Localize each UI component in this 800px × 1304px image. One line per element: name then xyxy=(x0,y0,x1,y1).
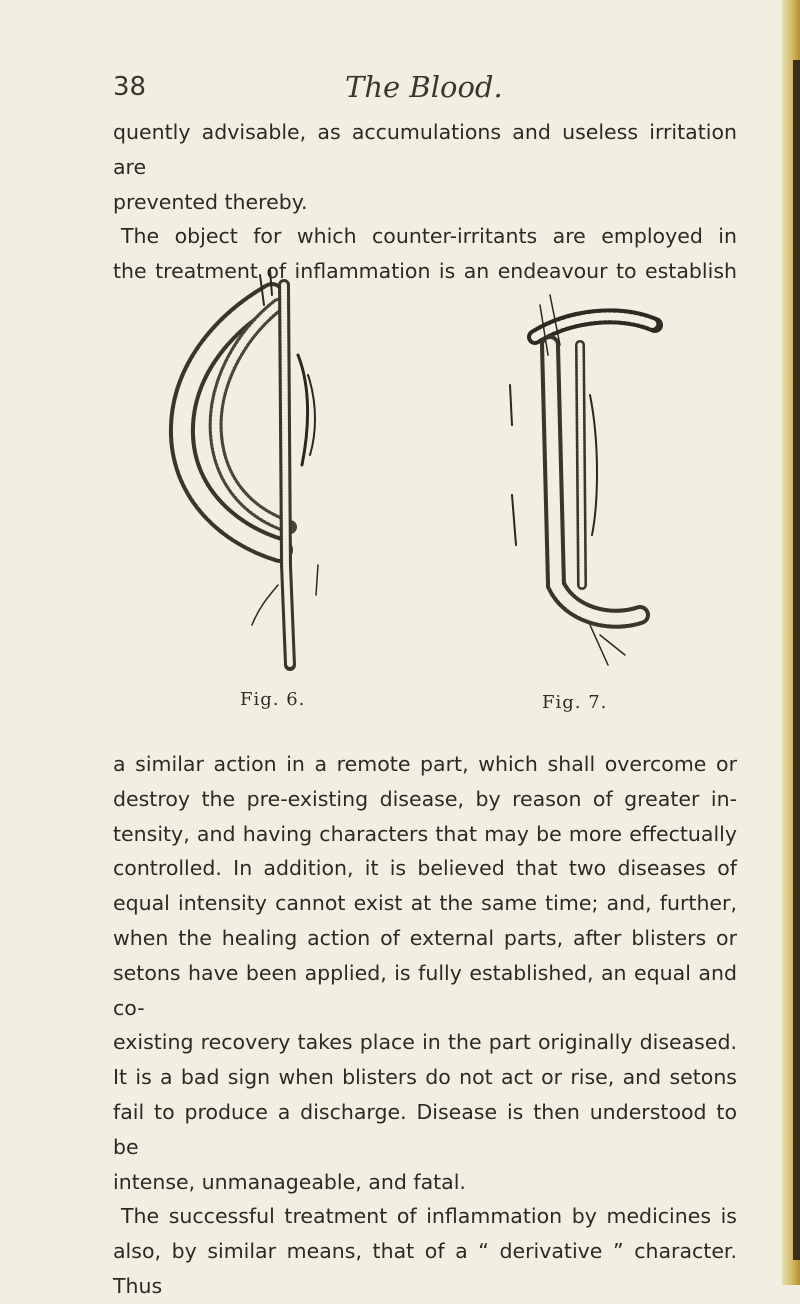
page-edge-shadow xyxy=(793,60,800,1260)
text-line: setons have been applied, is fully established, an equal and co- xyxy=(113,960,737,1020)
text-line: quently advisable, as accumulations and useless irritation are xyxy=(113,120,737,179)
text-line: when the healing action of external parts, after blisters or xyxy=(113,925,737,950)
figure-7-illustration xyxy=(490,285,670,685)
text-block-bottom xyxy=(113,747,737,1304)
text-line: the treatment of inflammation is an endeavour to establish xyxy=(113,259,737,284)
figure-7-caption: Fig. 7. xyxy=(542,692,608,713)
text-line: tensity, and having characters that may be more effectually xyxy=(113,821,737,846)
page-number: 38 xyxy=(113,72,147,102)
running-header xyxy=(113,72,713,112)
text-line: existing recovery takes place in the part originally diseased. xyxy=(113,1030,737,1055)
text-line: also, by similar means, that of a “ derivative ” character. Thus xyxy=(113,1239,737,1298)
running-title: The Blood. xyxy=(345,70,503,104)
text-block-top xyxy=(113,115,737,289)
text-line: controlled. In addition, it is believed that two diseases of xyxy=(113,856,737,881)
text-line: The successful treatment of inflammation by medicines is xyxy=(121,1204,737,1229)
text-line: fail to produce a discharge. Disease is then understood to be xyxy=(113,1099,737,1159)
text-line: a similar action in a remote part, which shall overcome or xyxy=(113,752,737,776)
text-line: equal intensity cannot exist at the same time; and, further, xyxy=(113,891,737,916)
text-line: destroy the pre-existing disease, by reason of greater in- xyxy=(113,786,737,811)
text-line: It is a bad sign when blisters do not act or rise, and setons xyxy=(113,1065,737,1090)
figure-6-illustration xyxy=(160,265,350,685)
text-line: prevented thereby. xyxy=(113,189,308,214)
figure-6-caption: Fig. 6. xyxy=(240,689,306,710)
text-line: The object for which counter-irritants are employed in xyxy=(121,224,737,249)
text-line: intense, unmanageable, and fatal. xyxy=(113,1169,466,1194)
